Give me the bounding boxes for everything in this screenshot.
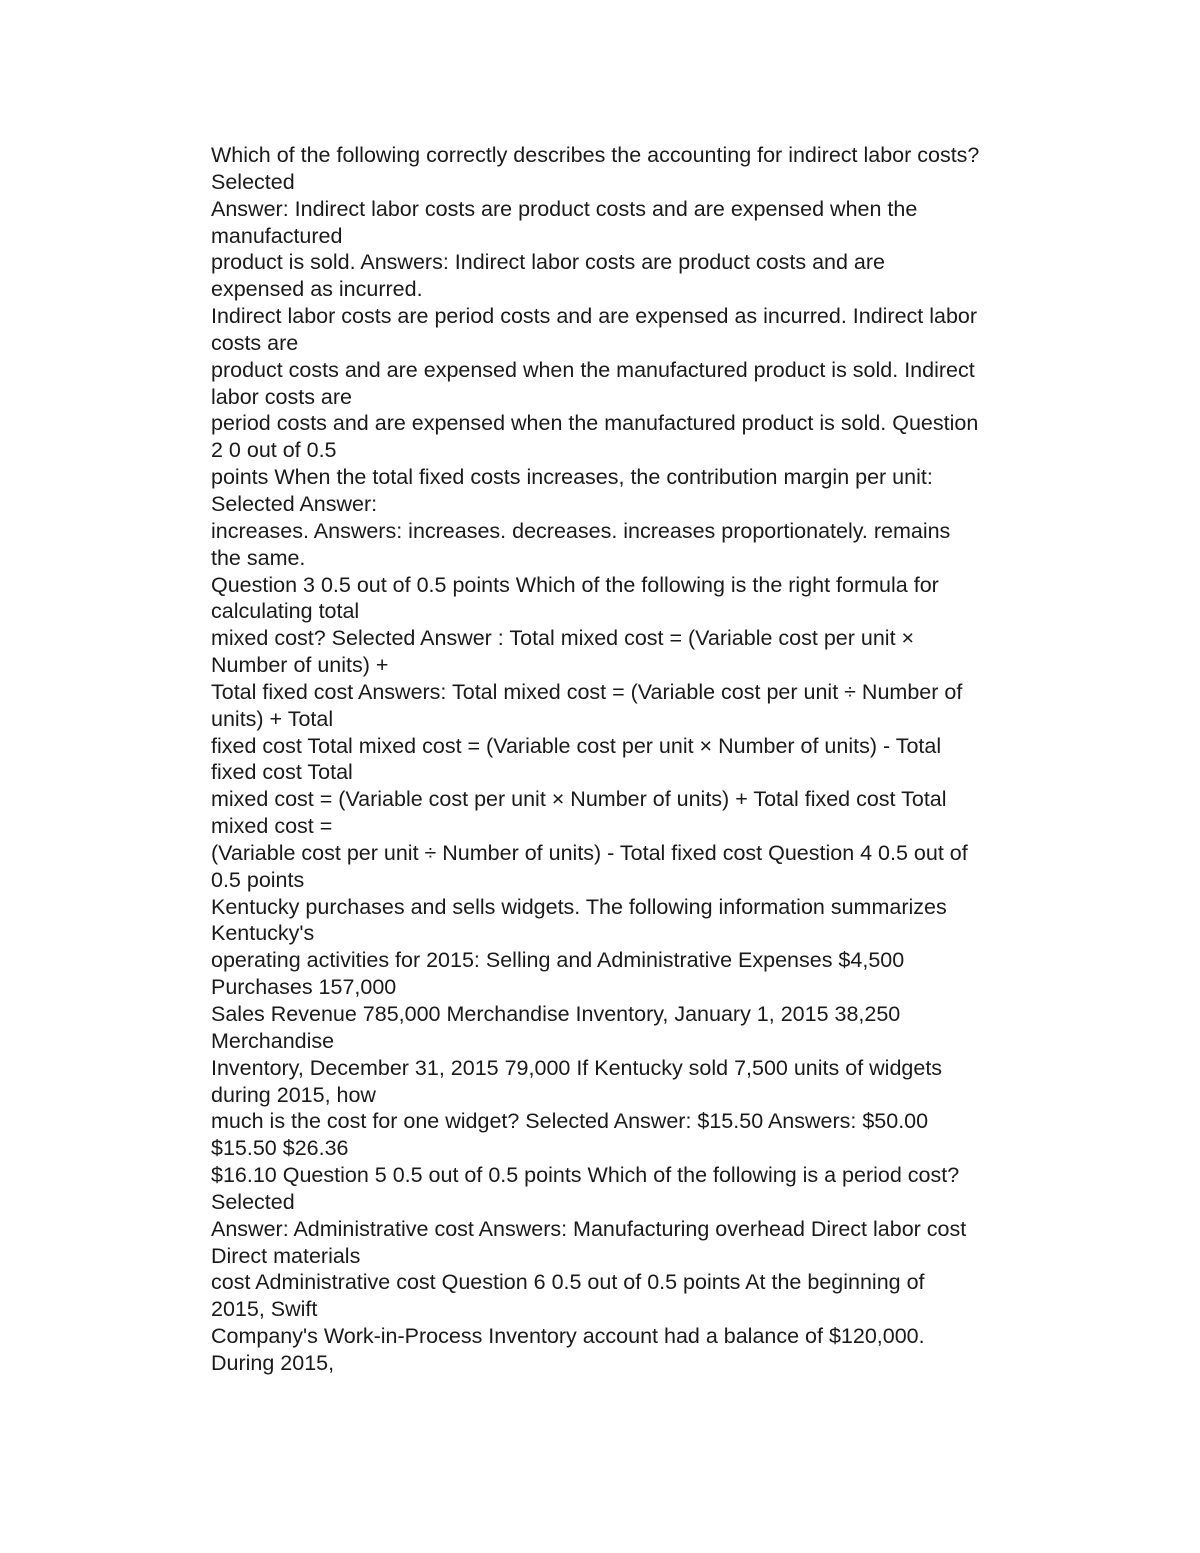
text-line: Selected xyxy=(211,169,295,194)
text-line: much is the cost for one widget? Selected Answer: $15.50 Answers: $50.00 xyxy=(211,1109,929,1134)
text-line: Kentucky's xyxy=(211,921,315,946)
text-line: period costs and are expensed when the manufactured product is sold. Question xyxy=(211,411,979,436)
text-line: costs are xyxy=(211,330,299,355)
text-line: increases. Answers: increases. decreases. increases proportionately. remains xyxy=(211,518,951,543)
text-line: Direct materials xyxy=(211,1243,361,1268)
text-line: Answer: Indirect labor costs are product costs and are expensed when the xyxy=(211,196,918,221)
text-line: Merchandise xyxy=(211,1028,335,1053)
text-line: Indirect labor costs are period costs and are expensed as incurred. Indirect labor xyxy=(211,304,978,329)
text-line: Sales Revenue 785,000 Merchandise Inventory, January 1, 2015 38,250 xyxy=(211,1002,901,1026)
text-line: units) + Total xyxy=(211,706,334,731)
text-line: fixed cost Total xyxy=(211,760,353,785)
text-line: 2 0 out of 0.5 xyxy=(211,438,337,463)
text-line: points When the total fixed costs increases, the contribution margin per unit: xyxy=(211,465,933,490)
text-line: mixed cost? Selected Answer : Total mixed cost = (Variable cost per unit × xyxy=(211,626,915,651)
text-line: labor costs are xyxy=(211,384,353,409)
document-text-block xyxy=(211,142,1071,1377)
text-line: fixed cost Total mixed cost = (Variable cost per unit × Number of units) - Total xyxy=(211,733,942,758)
text-line: Company's Work-in-Process Inventory account had a balance of $120,000. xyxy=(211,1324,925,1349)
text-line: cost Administrative cost Question 6 0.5 out of 0.5 points At the beginning of xyxy=(211,1270,925,1295)
text-line: Selected xyxy=(211,1189,295,1214)
text-line: expensed as incurred. xyxy=(211,277,423,302)
text-line: 2015, Swift xyxy=(211,1297,318,1322)
text-line: Selected Answer: xyxy=(211,491,378,516)
text-line: Which of the following correctly describes the accounting for indirect labor costs? xyxy=(211,143,980,167)
text-line: manufactured xyxy=(211,223,343,248)
text-line: During 2015, xyxy=(211,1350,335,1375)
text-line: $15.50 $26.36 xyxy=(211,1136,349,1161)
text-line: calculating total xyxy=(211,599,360,624)
text-line: mixed cost = xyxy=(211,814,333,839)
text-line: mixed cost = (Variable cost per unit × Number of units) + Total fixed cost Total xyxy=(211,787,947,812)
text-line: the same. xyxy=(211,545,306,570)
text-line: Kentucky purchases and sells widgets. The following information summarizes xyxy=(211,894,947,919)
text-line: during 2015, how xyxy=(211,1082,376,1107)
text-line: (Variable cost per unit ÷ Number of units) - Total fixed cost Question 4 0.5 out of xyxy=(211,840,968,865)
text-line: operating activities for 2015: Selling and Administrative Expenses $4,500 xyxy=(211,948,905,973)
text-line: product is sold. Answers: Indirect labor costs are product costs and are xyxy=(211,250,885,275)
text-line: Number of units) + xyxy=(211,653,389,678)
text-line: 0.5 points xyxy=(211,867,305,892)
text-line: Answer: Administrative cost Answers: Manufacturing overhead Direct labor cost xyxy=(211,1216,967,1241)
text-line: product costs and are expensed when the manufactured product is sold. Indirect xyxy=(211,357,975,382)
text-line: Question 3 0.5 out of 0.5 points Which of the following is the right formula for xyxy=(211,572,939,597)
text-line: Purchases 157,000 xyxy=(211,975,397,1000)
text-line: $16.10 Question 5 0.5 out of 0.5 points Which of the following is a period cost? xyxy=(211,1163,960,1188)
text-line: Total fixed cost Answers: Total mixed cost = (Variable cost per unit ÷ Number of xyxy=(211,679,963,704)
text-line: Inventory, December 31, 2015 79,000 If Kentucky sold 7,500 units of widgets xyxy=(211,1055,943,1080)
